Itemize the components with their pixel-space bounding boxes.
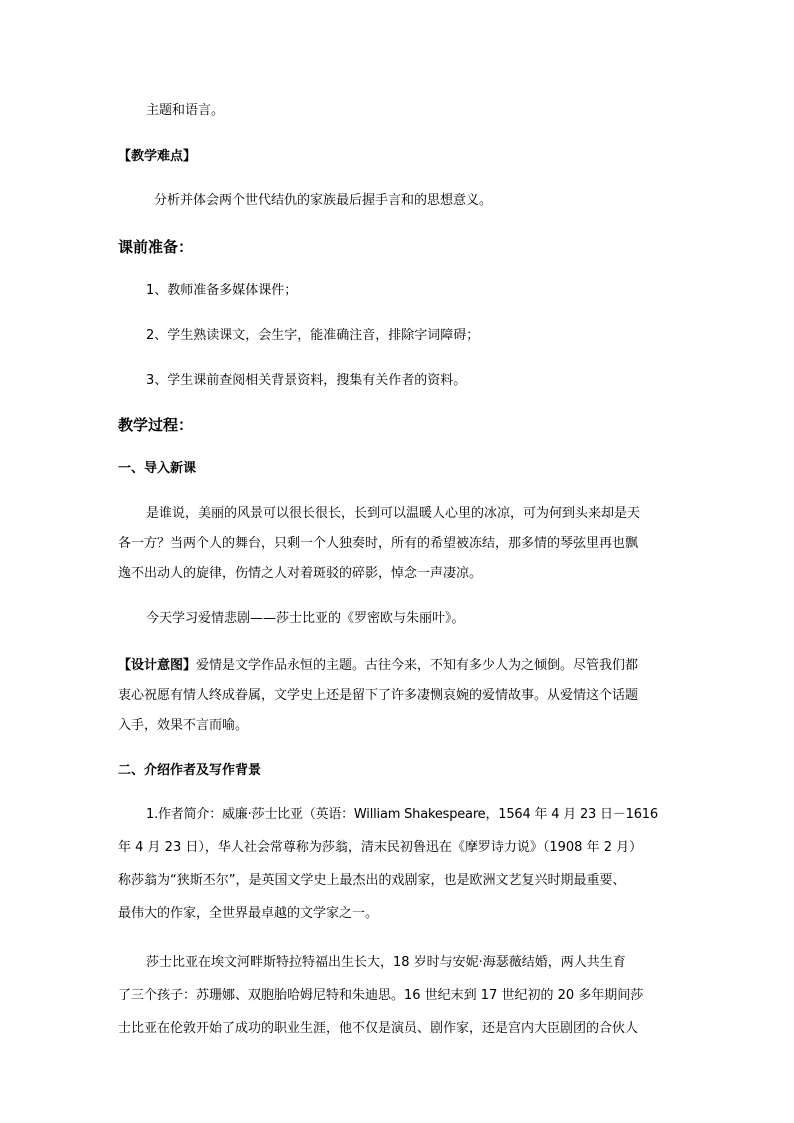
paragraph-today-lesson: 今天学习爱情悲剧——莎士比亚的《罗密欧与朱丽叶》。	[146, 611, 465, 626]
bio-line-3: 士比亚在伦敦开始了成功的职业生涯，他不仅是演员、剧作家，还是宫内大臣剧团的合伙人	[118, 1021, 639, 1036]
heading-teaching-process: 教学过程：	[118, 416, 194, 434]
lead-in-line-3: 逸不出动人的旋律，伤情之人对着斑驳的碎影，悼念一声凄凉。	[118, 566, 483, 581]
paragraph-design-intent	[118, 651, 690, 741]
paragraph-teaching-difficulty: 分析并体会两个世代结仇的家族最后握手言和的思想意义。	[154, 193, 493, 208]
heading-section-1: 一、导入新课	[118, 461, 197, 476]
design-intent-label: 【设计意图】	[118, 658, 197, 673]
heading-class-preparation: 课前准备：	[118, 238, 194, 256]
paragraph-lead-in	[118, 499, 690, 589]
bio-line-1: 莎士比亚在埃文河畔斯特拉特福出生长大，18 岁时与安妮·海瑟薇结婚，两人共生育	[146, 955, 626, 970]
paragraph-intro-tail: 主题和语言。	[146, 103, 225, 118]
author-line-1: 1.作者简介：威廉·莎士比亚（英语：William Shakespeare，1564 年 4 月 23 日－1616	[146, 807, 658, 822]
heading-section-2: 二、介绍作者及写作背景	[118, 763, 262, 778]
lead-in-line-2: 各一方？当两个人的舞台，只剩一个人独奏时，所有的希望被冻结，那多情的琴弦里再也飘	[118, 536, 639, 551]
author-line-4: 最伟大的作家，全世界最卓越的文学家之一。	[118, 906, 379, 921]
paragraph-biography	[118, 948, 690, 1044]
paragraph-author-intro	[118, 800, 690, 929]
author-line-2: 年 4 月 23 日），华人社会常尊称为莎翁，清末民初鲁迅在《摩罗诗力说》（1908 年 2 月）	[118, 840, 643, 855]
prep-item-3: 3、学生课前查阅相关背景资料，搜集有关作者的资料。	[146, 373, 467, 388]
design-intent-line-2: 衷心祝愿有情人终成眷属，文学史上还是留下了许多凄恻哀婉的爱情故事。从爱情这个话题	[118, 688, 639, 703]
design-intent-line-1: 爱情是文学作品永恒的主题。古往今来，不知有多少人为之倾倒。尽管我们都	[196, 658, 639, 673]
bio-line-2: 了三个孩子：苏珊娜、双胞胎哈姆尼特和朱迪思。16 世纪末到 17 世纪初的 20 多年期间莎	[118, 988, 644, 1003]
lead-in-line-1: 是谁说，美丽的风景可以很长很长，长到可以温暖人心里的冰凉，可为何到头来却是天	[146, 506, 641, 521]
author-line-3: 称莎翁为“狭斯丕尔”，是英国文学史上最杰出的戏剧家，也是欧洲文艺复兴时期最重要、	[118, 873, 626, 888]
heading-teaching-difficulty: 【教学难点】	[118, 149, 197, 164]
prep-item-2: 2、学生熟读课文，会生字，能准确注音，排除字词障碍；	[146, 328, 480, 343]
prep-item-1: 1、教师准备多媒体课件；	[146, 283, 298, 298]
design-intent-line-3: 入手，效果不言而喻。	[118, 718, 249, 733]
